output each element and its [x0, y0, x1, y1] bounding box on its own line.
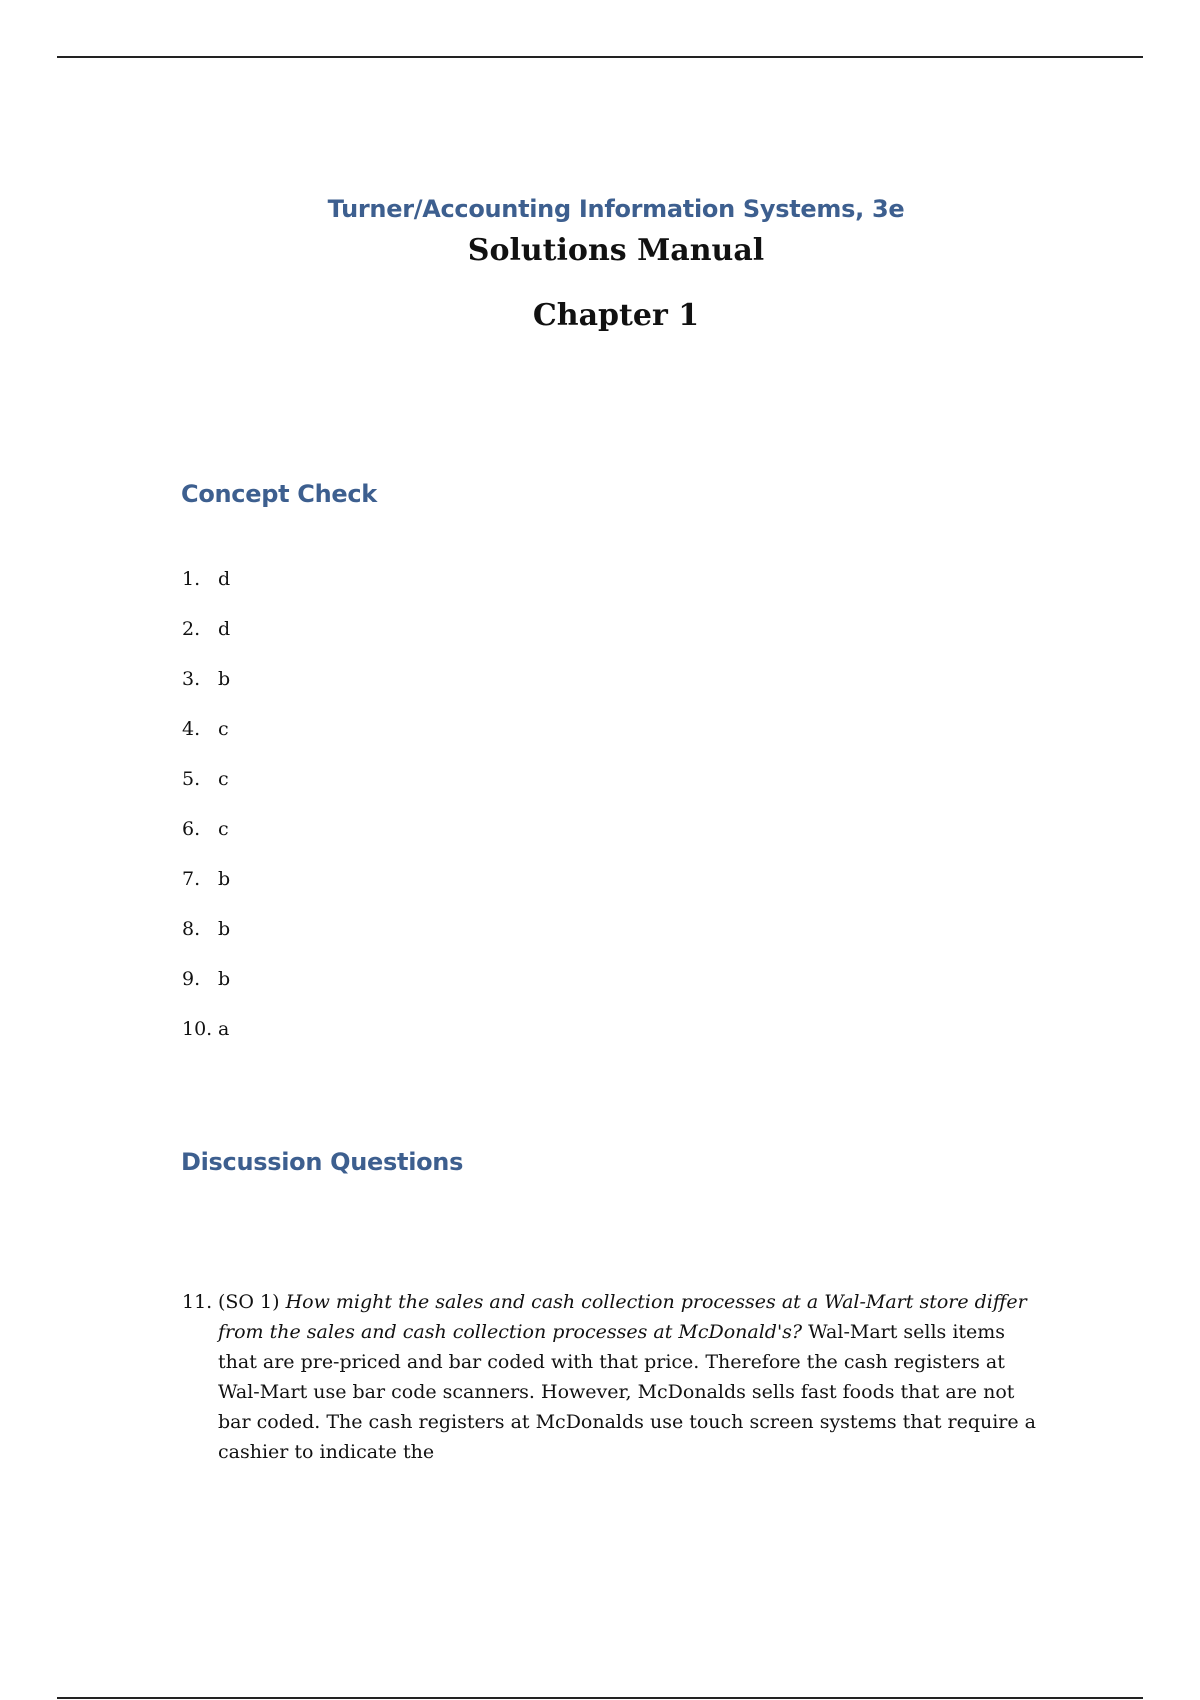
- answer-item: [182, 1018, 230, 1068]
- question-body: [218, 1287, 1042, 1467]
- question-number: 11.: [182, 1291, 213, 1313]
- answer-item: [182, 668, 230, 718]
- book-header: Turner/Accounting Information Systems, 3e: [327, 195, 905, 223]
- answer-number: 1.: [182, 568, 201, 590]
- answer-number: 4.: [182, 718, 201, 740]
- answer-item: [182, 618, 230, 668]
- answer-value: c: [218, 718, 229, 740]
- answer-item: [182, 568, 230, 618]
- concept-check-heading: Concept Check: [181, 480, 377, 508]
- answer-value: d: [218, 618, 231, 640]
- answer-value: d: [218, 568, 231, 590]
- answer-item: [182, 918, 230, 968]
- answer-number: 5.: [182, 768, 201, 790]
- discussion-question: [182, 1287, 1042, 1467]
- answer-number: 6.: [182, 818, 201, 840]
- answer-number: 7.: [182, 868, 201, 890]
- answer-number: 8.: [182, 918, 201, 940]
- discussion-questions-heading: Discussion Questions: [181, 1148, 464, 1176]
- question-answer: Wal-Mart sells items that are pre-priced and bar coded with that price. Therefore the cash registers at Wal-Mart use bar code scanners. However, McDonalds sells fast foods that are not bar coded. The cash registers at McDonalds use touch screen systems that require a cashier to indicate the: [218, 1321, 1036, 1463]
- answer-value: b: [218, 968, 231, 990]
- answer-number: 9.: [182, 968, 201, 990]
- concept-check-answers: [182, 568, 230, 1068]
- answer-value: a: [218, 1018, 230, 1040]
- answer-value: b: [218, 668, 231, 690]
- answer-item: [182, 768, 230, 818]
- answer-value: c: [218, 818, 229, 840]
- question-objective: (SO 1): [218, 1291, 280, 1313]
- answer-value: c: [218, 768, 229, 790]
- answer-value: b: [218, 918, 231, 940]
- question-prompt: How might the sales and cash collection processes at a Wal-Mart store differ from the sales and cash collection processes at McDonald's?: [218, 1291, 1027, 1343]
- bottom-rule: [57, 1697, 1143, 1699]
- answer-number: 3.: [182, 668, 201, 690]
- manual-title: Solutions Manual: [467, 233, 765, 268]
- answer-number: 10.: [182, 1018, 213, 1040]
- answer-item: [182, 868, 230, 918]
- answer-number: 2.: [182, 618, 201, 640]
- top-rule: [57, 56, 1143, 58]
- chapter-title: Chapter 1: [532, 298, 700, 333]
- answer-item: [182, 818, 230, 868]
- answer-item: [182, 718, 230, 768]
- answer-value: b: [218, 868, 231, 890]
- answer-item: [182, 968, 230, 1018]
